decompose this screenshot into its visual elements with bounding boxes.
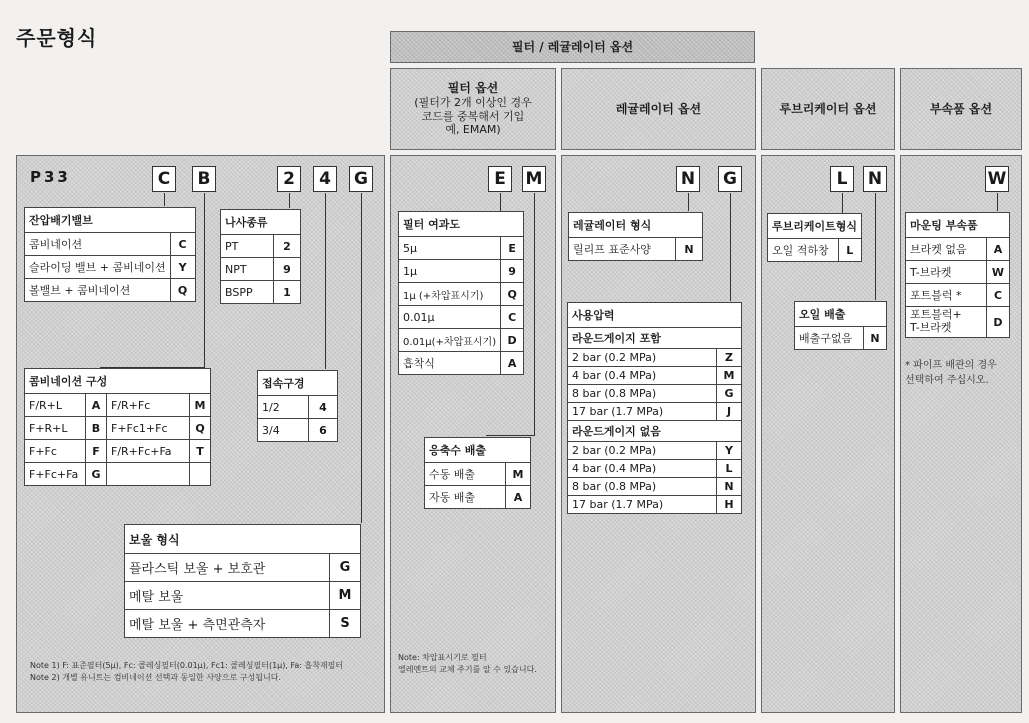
table-row: 배출구없음 N	[795, 327, 887, 350]
code-box-pressure: G	[718, 166, 742, 192]
table-row: 0.01μ(+차압표시기) D	[399, 329, 524, 352]
table-row: F+Fc+Fa G	[25, 463, 211, 486]
thread-title: 나사종류	[221, 210, 301, 235]
code-box-combination: B	[192, 166, 216, 192]
code-box-regulator-type: N	[676, 166, 700, 192]
combination-title: 콤비네이션 구성	[25, 369, 211, 394]
table-row: PT 2	[221, 235, 301, 258]
code-box-port-size: 4	[313, 166, 337, 192]
table-row: T-브라켓 W	[906, 261, 1010, 284]
residual-valve-table	[24, 207, 196, 302]
mounting-title: 마운팅 부속품	[906, 213, 1010, 238]
table-row: 4 bar (0.4 MPa) M	[568, 367, 742, 385]
table-row: 8 bar (0.8 MPa) G	[568, 385, 742, 403]
filtration-table	[398, 211, 524, 375]
lubricator-type-title: 루브리케이트형식	[768, 214, 862, 239]
bowl-type-table	[124, 524, 361, 638]
table-row: 17 bar (1.7 MPa) J	[568, 403, 742, 421]
table-row: 2 bar (0.2 MPa) Y	[568, 442, 742, 460]
pressure-title: 사용압력	[568, 303, 742, 328]
table-row: 슬라이딩 밸브 + 콤비네이션 Y	[25, 256, 196, 279]
table-row: 포트블럭 * C	[906, 284, 1010, 307]
table-row: 5μ E	[399, 237, 524, 260]
filter-options-header: 필터 옵션 (필터가 2개 이상인 경우 코드를 중복해서 기입 예, EMAM)	[390, 68, 556, 150]
thread-table	[220, 209, 301, 304]
combination-table	[24, 368, 211, 486]
table-row: 1μ (+차압표시기) Q	[399, 283, 524, 306]
table-row: 릴리프 표준사양 N	[569, 238, 703, 261]
table-row: 흡착식 A	[399, 352, 524, 375]
table-row: 수동 배출 M	[425, 463, 531, 486]
table-row: 콤비네이션 C	[25, 233, 196, 256]
lubricator-type-table	[767, 213, 862, 262]
bowl-type-title: 보울 형식	[125, 525, 361, 554]
code-box-oil-drain: N	[863, 166, 887, 192]
with-gauge-subtitle: 라운드게이지 포함	[568, 328, 742, 349]
port-size-title: 접속구경	[258, 371, 338, 396]
table-row: F+R+L B F+Fc1+Fc Q	[25, 417, 211, 440]
without-gauge-subtitle: 라운드게이지 없음	[568, 421, 742, 442]
table-row: 3/4 6	[258, 419, 338, 442]
regulator-options-header: 레귤레이터 옵션	[561, 68, 756, 150]
table-row: 볼밸브 + 콤비네이션 Q	[25, 279, 196, 302]
lubricator-options-header: 루브리케이터 옵션	[761, 68, 895, 150]
page-title: 주문형식	[16, 26, 98, 50]
table-row: 17 bar (1.7 MPa) H	[568, 496, 742, 514]
table-row: 4 bar (0.4 MPa) L	[568, 460, 742, 478]
code-box-residual-valve: C	[152, 166, 176, 192]
table-row: 포트블럭+ T-브라켓 D	[906, 307, 1010, 338]
table-row: 1μ 9	[399, 260, 524, 283]
residual-valve-title: 잔압배기밸브	[25, 208, 196, 233]
oil-drain-table	[794, 301, 887, 350]
table-row: 2 bar (0.2 MPa) Z	[568, 349, 742, 367]
table-row: 메탈 보울 M	[125, 582, 361, 610]
model-prefix: P33	[30, 168, 71, 186]
code-box-thread: 2	[277, 166, 301, 192]
oil-drain-title: 오일 배출	[795, 302, 887, 327]
code-box-drain: M	[522, 166, 546, 192]
table-row: 자동 배출 A	[425, 486, 531, 509]
table-row: 오일 적하창 L	[768, 239, 862, 262]
code-box-bowl: G	[349, 166, 373, 192]
table-row: 플라스틱 보울 + 보호관 G	[125, 554, 361, 582]
notes-left: Note 1) F: 표준필터(5μ), Fc: 콜레싱필터(0.01μ), Fc1: 콜레싱필터(1μ), Fa: 흡착재필터 Note 2) 개별 유니트는 컴비네이션 선택과 동일한 사양으로 구성됩니다.	[30, 661, 344, 682]
table-row: 1/2 4	[258, 396, 338, 419]
code-box-filtration: E	[488, 166, 512, 192]
table-row: F+Fc F F/R+Fc+Fa T	[25, 440, 211, 463]
table-row: 메탈 보울 + 측면관측자 S	[125, 610, 361, 638]
accessory-options-header: 부속품 옵션	[900, 68, 1022, 150]
regulator-type-table	[568, 212, 703, 261]
notes-filter: Note: 차압표시기로 필터 엘레멘트의 교체 주기를 알 수 있습니다.	[398, 653, 537, 674]
mounting-table	[905, 212, 1010, 338]
table-row: 브라켓 없음 A	[906, 238, 1010, 261]
accessory-footnote: * 파이프 배관의 경우 선택하여 주십시오.	[905, 360, 997, 386]
regulator-type-title: 레귤레이터 형식	[569, 213, 703, 238]
table-row: F/R+L A F/R+Fc M	[25, 394, 211, 417]
port-size-table	[257, 370, 338, 442]
drain-title: 응축수 배출	[425, 438, 531, 463]
table-row: BSPP 1	[221, 281, 301, 304]
table-row: 8 bar (0.8 MPa) N	[568, 478, 742, 496]
drain-table	[424, 437, 531, 509]
table-row: NPT 9	[221, 258, 301, 281]
code-box-mounting: W	[985, 166, 1009, 192]
code-box-lubricator-type: L	[830, 166, 854, 192]
table-row: 0.01μ C	[399, 306, 524, 329]
pressure-table	[567, 302, 742, 514]
filtration-title: 필터 여과도	[399, 212, 524, 237]
filter-regulator-group-header: 필터 / 레귤레이터 옵션	[390, 31, 755, 63]
